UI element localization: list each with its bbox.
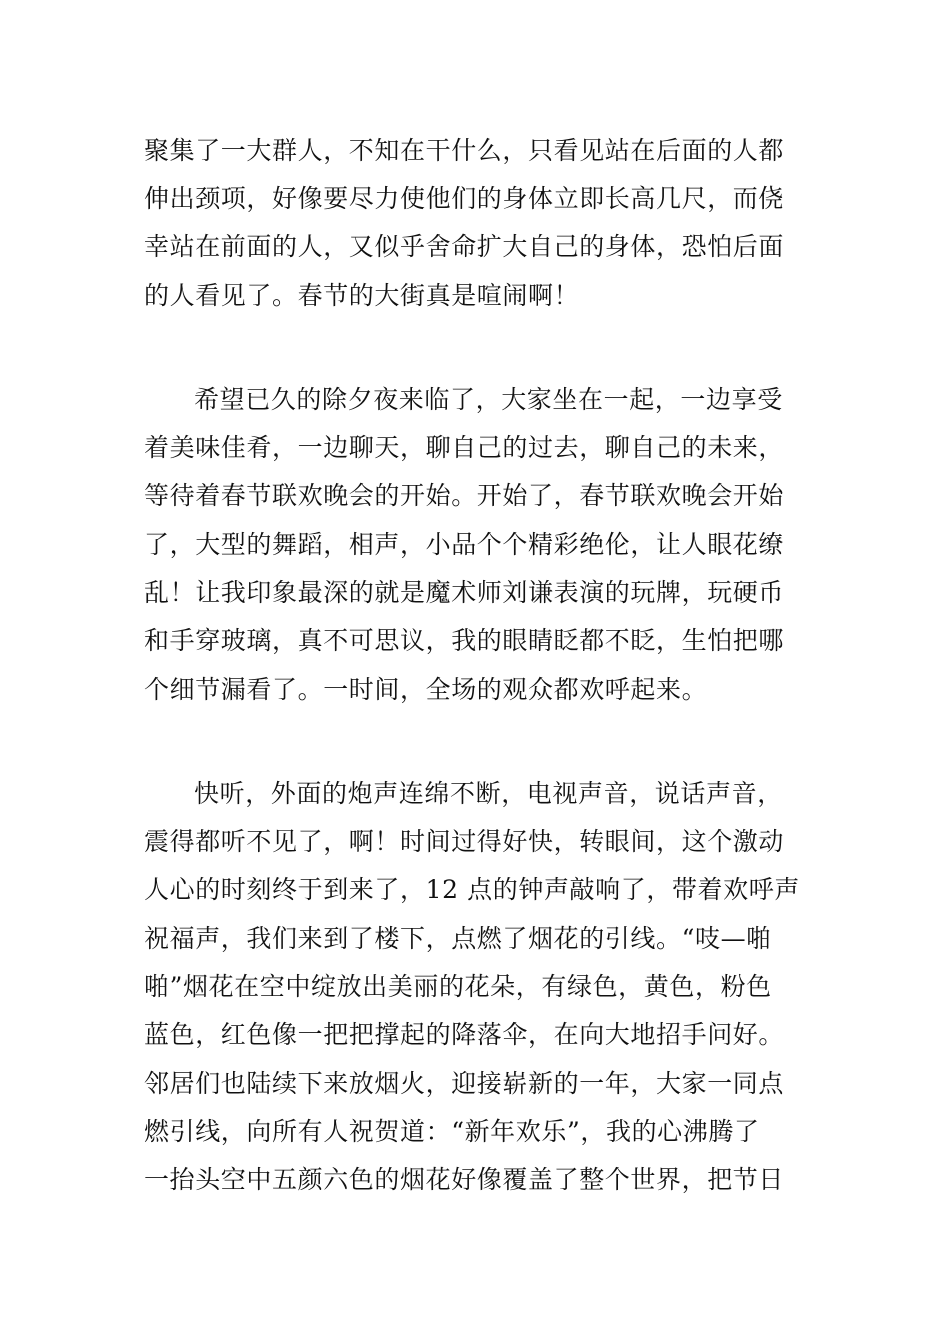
- text-line: 人心的时刻终于到来了，12 点的钟声敲响了，带着欢呼声: [144, 875, 800, 904]
- text-line: 啪”烟花在空中绽放出美丽的花朵，有绿色，黄色，粉色: [144, 972, 772, 1001]
- text-line: 聚集了一大群人，不知在干什么，只看见站在后面的人都: [144, 136, 785, 165]
- text-line: 了，大型的舞蹈，相声，小品个个精彩绝伦，让人眼花缭: [144, 530, 785, 559]
- text-line: 个细节漏看了。一时间，全场的观众都欢呼起来。: [144, 675, 708, 704]
- text-line: 等待着春节联欢晚会的开始。开始了，春节联欢晚会开始: [144, 481, 785, 510]
- text-line: 快听，外面的炮声连绵不断，电视声音，说话声音，: [194, 779, 783, 808]
- text-line: 震得都听不见了，啊！时间过得好快，转眼间，这个激动: [144, 827, 785, 856]
- text-line: 燃引线，向所有人祝贺道：“新年欢乐”，我的心沸腾了: [144, 1117, 760, 1146]
- text-line: 着美味佳肴，一边聊天，聊自己的过去，聊自己的未来，: [144, 433, 785, 462]
- text-line: 幸站在前面的人，又似乎舍命扩大自己的身体，恐怕后面: [144, 232, 785, 261]
- text-line: 伸出颈项，好像要尽力使他们的身体立即长高几尺，而侥: [144, 184, 785, 213]
- text-line: 的人看见了。春节的大街真是喧闹啊！: [144, 281, 580, 310]
- text-line: 祝福声，我们来到了楼下，点燃了烟花的引线。“吱—啪: [144, 924, 772, 953]
- text-line: 希望已久的除夕夜来临了，大家坐在一起，一边享受: [194, 385, 783, 414]
- text-line: 和手穿玻璃，真不可思议，我的眼睛眨都不眨，生怕把哪: [144, 626, 785, 655]
- text-line: 邻居们也陆续下来放烟火，迎接崭新的一年，大家一同点: [144, 1069, 785, 1098]
- text-line: 一抬头空中五颜六色的烟花好像覆盖了整个世界，把节日: [144, 1165, 785, 1194]
- text-line: 乱！让我印象最深的就是魔术师刘谦表演的玩牌，玩硬币: [144, 578, 785, 607]
- text-line: 蓝色，红色像一把把撑起的降落伞，在向大地招手问好。: [144, 1020, 785, 1049]
